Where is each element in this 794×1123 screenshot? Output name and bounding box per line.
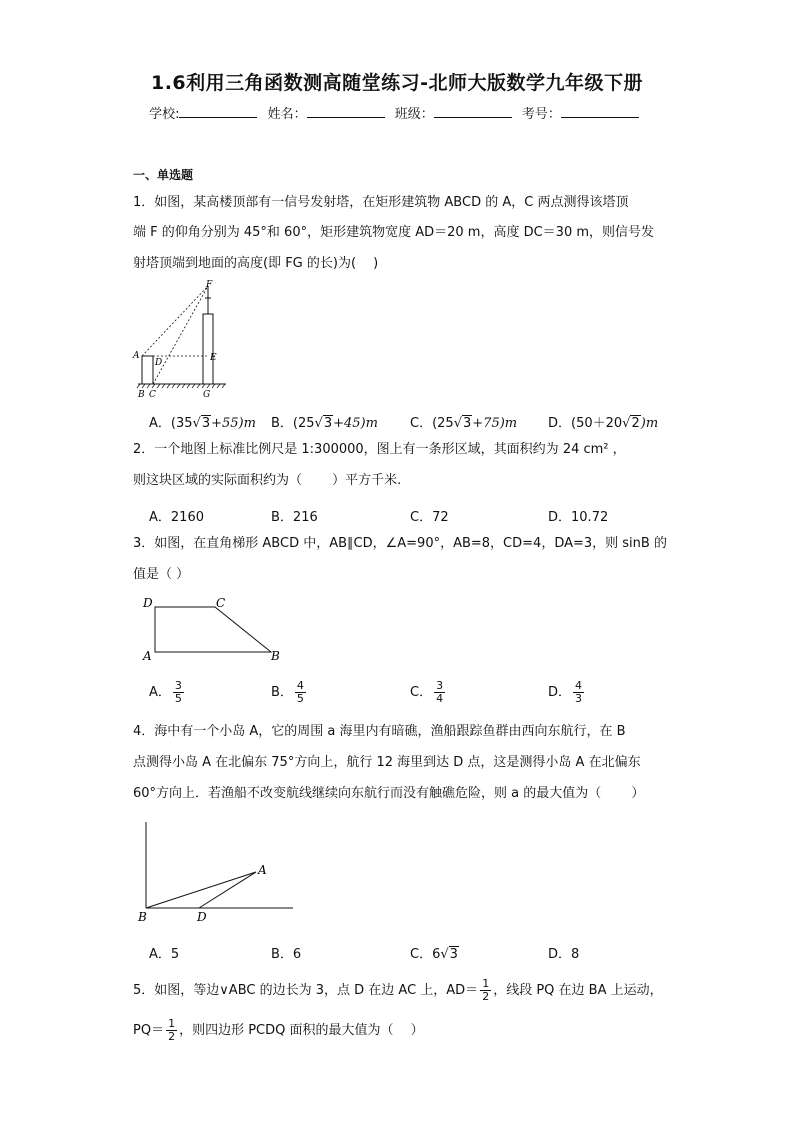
q4-figure: [130, 816, 300, 928]
q4-option-b[interactable]: B．6: [271, 947, 302, 962]
school-label: 学校:: [149, 107, 180, 122]
section-title: 一、单选题: [133, 168, 194, 182]
name-label: 姓名：: [267, 107, 307, 122]
q4-option-a[interactable]: A．5: [149, 947, 180, 962]
q3-option-a[interactable]: A． $\frac{3}{5}$: [149, 679, 182, 706]
q4-label-a: A: [258, 863, 267, 877]
q3-option-b-fraction: $\frac{4}{5}$: [296, 679, 304, 706]
q3-line-2: 值是（ ）: [133, 567, 190, 582]
q4-option-d[interactable]: D．8: [548, 947, 580, 962]
q3-figure: [138, 592, 288, 664]
q1-label-b: B: [138, 390, 145, 400]
q5-fraction-pq: $\frac{1}{2}$: [168, 1017, 176, 1044]
school-blank[interactable]: [179, 105, 257, 118]
name-blank[interactable]: [307, 105, 385, 118]
q4-line-2: 点测得小岛 A 在北偏东 75°方向上，航行 12 海里到达 D 点，这是测得小岛 A 在北偏东: [133, 755, 641, 770]
q5-line-1: 5．如图，等边∨ABC 的边长为 3，点 D 在边 AC 上，AD＝ $\frac{1}{2}$ ，线段 PQ 在边 BA 上运动，: [133, 977, 663, 1004]
q1-option-d[interactable]: D．(50＋20√2)m: [548, 416, 659, 431]
class-blank[interactable]: [434, 105, 512, 118]
q2-option-c[interactable]: C．72: [410, 510, 449, 525]
q1-label-f: F: [206, 280, 213, 290]
student-info-line: [0, 103, 794, 122]
q1-sightline-c: [153, 286, 208, 384]
q3-label-c: C: [216, 596, 226, 610]
class-label: 班级：: [394, 107, 434, 122]
q4-line-3: 60°方向上．若渔船不改变航线继续向东航行而没有触礁危险，则 a 的最大值为（ ）: [133, 786, 645, 801]
q1-figure: [130, 278, 240, 402]
q1-tower-body: [203, 314, 213, 384]
q1-line-2: 端 F 的仰角分别为 45°和 60°，矩形建筑物宽度 AD＝20 m，高度 DC＝30 m，则信号发: [133, 225, 655, 240]
q4-label-d: D: [197, 910, 207, 924]
q2-option-a[interactable]: A．2160: [149, 510, 204, 525]
q3-line-1: 3．如图，在直角梯形 ABCD 中，AB∥CD，∠A=90°，AB=8，CD=4，DA=3，则 sinB 的: [133, 536, 667, 551]
q4-line-1: 4．海中有一个小岛 A，它的周围 a 海里内有暗礁，渔船跟踪鱼群由西向东航行，在 B: [133, 724, 626, 739]
q1-option-a[interactable]: A．(35√3+55)m: [149, 416, 256, 431]
q3-option-a-fraction: $\frac{3}{5}$: [174, 679, 182, 706]
q5-line-2: PQ＝ $\frac{1}{2}$ ，则四边形 PCDQ 面积的最大值为（ ）: [133, 1017, 424, 1044]
q2-line-2: 则这块区域的实际面积约为（ ）平方千米.: [133, 473, 402, 488]
q4-label-b: B: [138, 910, 147, 924]
q3-option-b[interactable]: B． $\frac{4}{5}$: [271, 679, 304, 706]
q1-option-c[interactable]: C．(25√3+75)m: [410, 416, 518, 431]
q4-line-ba: [146, 872, 256, 908]
q1-label-g: G: [203, 390, 211, 400]
q3-label-a: A: [143, 649, 152, 663]
q3-label-b: B: [271, 649, 280, 663]
q1-building-rect: [142, 356, 153, 384]
q1-label-e: E: [210, 353, 217, 363]
q3-option-c-fraction: $\frac{3}{4}$: [436, 679, 444, 706]
q1-label-c: C: [149, 390, 156, 400]
q3-option-d-fraction: $\frac{4}{3}$: [575, 679, 583, 706]
q2-option-d[interactable]: D．10.72: [548, 510, 609, 525]
q2-line-1: 2．一个地图上标准比例尺是 1:300000，图上有一条形区域，其面积约为 24 cm² ，: [133, 442, 626, 457]
q1-option-b[interactable]: B．(25√3+45)m: [271, 416, 378, 431]
q3-label-d: D: [143, 596, 153, 610]
q1-label-a: A: [133, 351, 140, 361]
exam-number-label: 考号：: [521, 107, 561, 122]
q3-trapezoid: [155, 607, 271, 652]
q1-label-d: D: [155, 358, 163, 368]
triangle-symbol: ∨: [219, 983, 229, 999]
page-title: 1.6利用三角函数测高随堂练习-北师大版数学九年级下册: [150, 72, 644, 94]
q1-line-3: 射塔顶端到地面的高度(即 FG 的长)为( ): [133, 256, 379, 271]
q1-ground-hatch: [137, 384, 225, 388]
q4-line-da: [199, 872, 256, 908]
q5-fraction-ad: $\frac{1}{2}$: [482, 977, 490, 1004]
q4-option-c[interactable]: C．6√3: [410, 947, 458, 962]
q1-line-1: 1．如图，某高楼顶部有一信号发射塔，在矩形建筑物 ABCD 的 A，C 两点测得该塔顶: [133, 195, 629, 210]
q3-option-c[interactable]: C． $\frac{3}{4}$: [410, 679, 444, 706]
q3-option-d[interactable]: D． $\frac{4}{3}$: [548, 679, 583, 706]
q2-option-b[interactable]: B．216: [271, 510, 318, 525]
exam-number-blank[interactable]: [561, 105, 639, 118]
